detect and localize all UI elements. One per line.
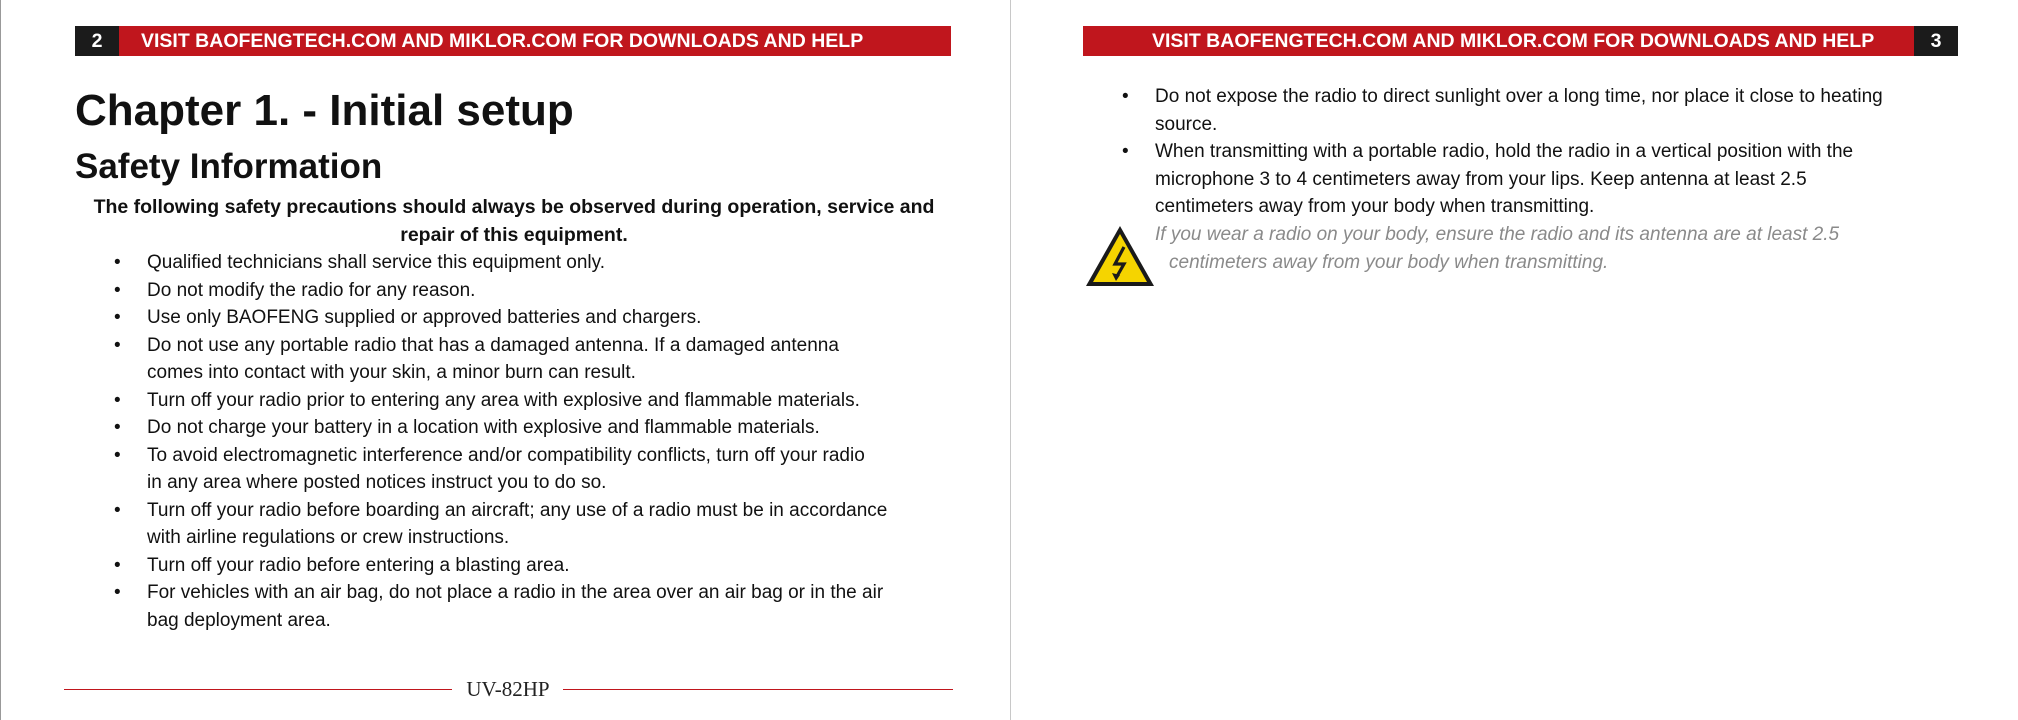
warning-line-1: If you wear a radio on your body, ensure the radio and its antenna are at least 2.5 <box>1155 224 1840 245</box>
warning-text <box>1155 221 1915 276</box>
bullet-glyph: • <box>1122 86 1129 107</box>
bullet-item <box>75 387 965 415</box>
bullet-item <box>75 277 965 305</box>
bullet-glyph: • <box>114 389 121 411</box>
bullet-glyph: • <box>114 582 121 603</box>
bullet-text-line: When transmitting with a portable radio, hold the radio in a vertical position with the <box>1155 141 1854 162</box>
left-page <box>1 0 1010 720</box>
bullet-text-line: Turn off your radio prior to entering any area with explosive and flammable materials. <box>147 389 860 411</box>
bullet-text-line: Do not charge your battery in a location with explosive and flammable materials. <box>147 417 820 438</box>
warning-line-2: centimeters away from your body when transmitting. <box>1169 251 1609 273</box>
bullet-text-line: For vehicles with an air bag, do not place a radio in the area over an air bag or in the air <box>147 582 884 603</box>
bullet-item <box>1083 138 1961 221</box>
bullet-glyph: • <box>114 334 121 356</box>
bullet-item <box>75 497 965 552</box>
bullet-text-line: with airline regulations or crew instructions. <box>147 527 510 548</box>
bullet-glyph: • <box>1122 141 1129 162</box>
bullet-item <box>75 332 965 387</box>
high-voltage-warning-icon <box>1083 223 1157 289</box>
bullet-text-line: Do not modify the radio for any reason. <box>147 279 476 301</box>
bullet-item <box>75 304 965 332</box>
bullet-glyph: • <box>114 307 121 328</box>
footer-rule-left <box>64 689 452 690</box>
bullet-text-line: Turn off your radio before entering a blasting area. <box>147 554 570 576</box>
bullet-text-line: To avoid electromagnetic interference and/or compatibility conflicts, turn off your radio <box>147 444 865 466</box>
bullet-text-line: Do not expose the radio to direct sunlight over a long time, nor place it close to heating <box>1155 86 1883 107</box>
safety-intro: The following safety precautions should always be observed during operation, service and repair of this equipment. <box>93 196 935 246</box>
footer-model-name: UV-82HP <box>466 677 550 701</box>
bullet-glyph: • <box>114 417 121 438</box>
bullet-item <box>75 442 965 497</box>
right-page <box>1011 0 2018 720</box>
bullet-text-line: Use only BAOFENG supplied or approved batteries and chargers. <box>147 307 702 328</box>
bullet-glyph: • <box>114 554 121 576</box>
bullet-item <box>75 579 965 634</box>
bullet-glyph: • <box>114 279 121 301</box>
bullet-item <box>1083 83 1961 138</box>
left-page-number: 2 <box>75 26 119 56</box>
bullet-glyph: • <box>114 444 121 466</box>
safety-bullet-list <box>75 249 965 634</box>
right-header-text: VISIT BAOFENGTECH.COM AND MIKLOR.COM FOR DOWNLOADS AND HELP <box>1152 30 1875 52</box>
left-page-header <box>75 26 951 56</box>
bullet-glyph: • <box>114 499 121 521</box>
bullet-glyph: • <box>114 252 121 273</box>
bullet-item <box>75 249 965 277</box>
footer-rule-right <box>563 689 953 690</box>
bullet-item <box>75 414 965 442</box>
right-page-header <box>1083 26 1958 56</box>
bullet-text-line: source. <box>1155 113 1218 135</box>
bullet-text-line: Do not use any portable radio that has a damaged antenna. If a damaged antenna <box>147 334 839 356</box>
safety-bullet-list-continued <box>1083 83 1961 221</box>
right-page-number: 3 <box>1914 26 1958 56</box>
bullet-text-line: centimeters away from your body when transmitting. <box>1155 196 1595 217</box>
bullet-text-line: comes into contact with your skin, a minor burn can result. <box>147 362 636 383</box>
bullet-text-line: microphone 3 to 4 centimeters away from your lips. Keep antenna at least 2.5 <box>1155 168 1807 190</box>
bullet-item <box>75 552 965 580</box>
bullet-text-line: in any area where posted notices instruct you to do so. <box>147 472 607 493</box>
bullet-text-line: Turn off your radio before boarding an aircraft; any use of a radio must be in accordance <box>147 499 888 521</box>
bullet-text-line: bag deployment area. <box>147 609 331 631</box>
section-title: Safety Information <box>75 147 383 186</box>
chapter-title: Chapter 1. - Initial setup <box>75 86 574 135</box>
bullet-text-line: Qualified technicians shall service this equipment only. <box>147 252 605 273</box>
left-header-text: VISIT BAOFENGTECH.COM AND MIKLOR.COM FOR DOWNLOADS AND HELP <box>141 30 864 52</box>
